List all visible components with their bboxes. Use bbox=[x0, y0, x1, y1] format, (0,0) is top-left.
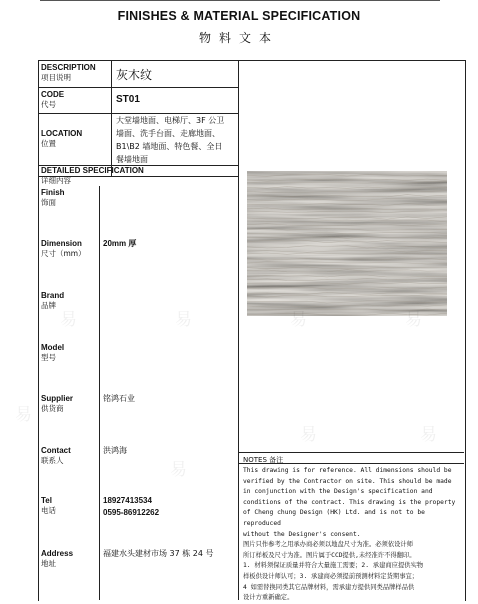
page-subtitle: 物料文本 bbox=[198, 31, 279, 45]
notes-line: conditions of the contract. This drawing is the property bbox=[243, 498, 456, 506]
contact-label-en: Contact bbox=[41, 446, 71, 455]
supplier-label bbox=[41, 394, 73, 414]
finish-label bbox=[41, 188, 65, 208]
tel-value-mobile: 18927413534 bbox=[103, 496, 152, 505]
notes-line: This drawing is for reference. All dimensions should be bbox=[243, 467, 452, 474]
brand-label-zh: 品牌 bbox=[41, 301, 56, 310]
notes-line: of Cheng chung Design (HK) Ltd. and is not to be reproduced bbox=[243, 509, 425, 527]
finish-label-en: Finish bbox=[41, 188, 65, 197]
watermark-glyph: 易 bbox=[170, 460, 187, 480]
brand-label-en: Brand bbox=[41, 291, 65, 300]
detailed-spec-label bbox=[41, 166, 144, 186]
dimension-label bbox=[41, 239, 86, 259]
notes-line: 4 如需替换同类其它品牌材料，需承建方提供同类品牌样品供 bbox=[243, 583, 415, 591]
notes-line: in conjunction with the Design's specification and bbox=[243, 488, 433, 496]
notes-text bbox=[243, 466, 461, 604]
tel-value-landline: 0595-86912262 bbox=[103, 508, 160, 517]
code-label bbox=[41, 90, 64, 110]
location-line: 大堂墙地面、电梯厅、3F 公卫 bbox=[116, 116, 225, 125]
watermark-glyph: 易 bbox=[405, 310, 422, 330]
description-label-en: DESCRIPTION bbox=[41, 63, 96, 72]
contact-value: 洪鸿海 bbox=[103, 446, 127, 455]
description-label bbox=[41, 63, 96, 83]
supplier-label-en: Supplier bbox=[41, 394, 74, 403]
top-rule bbox=[40, 0, 440, 1]
watermark-glyph: 易 bbox=[300, 425, 317, 445]
location-label bbox=[41, 129, 82, 149]
watermark-glyph: 易 bbox=[175, 310, 192, 330]
image-column-divider bbox=[238, 60, 239, 600]
contact-label-zh: 联系人 bbox=[41, 456, 64, 465]
code-value: ST01 bbox=[116, 94, 140, 105]
notes-line: without the Designer's consent. bbox=[243, 530, 361, 538]
dimension-label-zh: 尺寸（mm） bbox=[41, 249, 86, 258]
tel-label-en: Tel bbox=[41, 496, 52, 505]
address-label-zh: 地址 bbox=[41, 559, 56, 568]
watermark-glyph: 易 bbox=[420, 425, 437, 445]
notes-divider bbox=[238, 452, 464, 453]
notes-line: 1. 材料须保证质量并符合大量施工需要；2. 承建商应提供实物 bbox=[243, 562, 424, 570]
address-label-en: Address bbox=[41, 549, 74, 558]
description-value: 灰木纹 bbox=[116, 68, 153, 82]
page-title: FINISHES & MATERIAL SPECIFICATION bbox=[117, 9, 361, 23]
notes-line: verified by the Contractor on site. This should be made bbox=[243, 477, 452, 485]
watermark-glyph: 易 bbox=[15, 405, 32, 425]
supplier-value: 铭鸿石业 bbox=[103, 394, 135, 403]
code-label-zh: 代号 bbox=[41, 100, 56, 109]
model-label-en: Model bbox=[41, 343, 65, 352]
supplier-label-zh: 供货商 bbox=[41, 404, 64, 413]
model-label bbox=[41, 343, 64, 363]
notes-line: 设计方重新确定。 bbox=[243, 594, 294, 602]
notes-line: 图片只作参考之用承办商必须以地盘尺寸为准。必须依设计师 bbox=[243, 541, 414, 549]
description-label-zh: 项目说明 bbox=[41, 73, 71, 82]
material-sample-image bbox=[247, 171, 447, 316]
address-label bbox=[41, 549, 73, 569]
row-divider-1 bbox=[38, 87, 238, 88]
location-value bbox=[116, 114, 238, 166]
dimension-label-en: Dimension bbox=[41, 239, 82, 248]
contact-label bbox=[41, 446, 71, 466]
dimension-value: 20mm 厚 bbox=[103, 239, 137, 248]
label-column-divider-top bbox=[111, 60, 112, 176]
tel-label bbox=[41, 496, 56, 516]
location-line: B1\B2 墙地面、特色餐、全日 bbox=[116, 142, 223, 151]
watermark-glyph: 易 bbox=[60, 310, 77, 330]
notes-heading: NOTES 备注 bbox=[243, 456, 284, 464]
detailed-spec-label-en: DETAILED SPECIFICATION bbox=[41, 166, 144, 175]
location-line: 墙面、洗手台面、走廊地面、 bbox=[116, 129, 220, 138]
notes-line: 样板供设计师认可；3. 承建商必须提前预测材料定货期事宜； bbox=[243, 572, 419, 580]
model-label-zh: 型号 bbox=[41, 353, 56, 362]
watermark-glyph: 易 bbox=[290, 310, 307, 330]
code-label-en: CODE bbox=[41, 90, 65, 99]
location-line: 餐墙地面 bbox=[116, 155, 148, 164]
finish-label-zh: 饰面 bbox=[41, 198, 56, 207]
label-column-divider-bottom bbox=[99, 186, 100, 600]
location-label-en: LOCATION bbox=[41, 129, 83, 138]
detailed-spec-label-zh: 详细内容 bbox=[41, 176, 71, 185]
notes-line: 所订样板及尺寸为准。图片属于CCD提供,未经准许不得翻印。 bbox=[243, 551, 416, 559]
location-label-zh: 位置 bbox=[41, 139, 56, 148]
address-value: 福建水头建材市场 37 栋 24 号 bbox=[103, 549, 214, 558]
tel-label-zh: 电话 bbox=[41, 506, 56, 515]
